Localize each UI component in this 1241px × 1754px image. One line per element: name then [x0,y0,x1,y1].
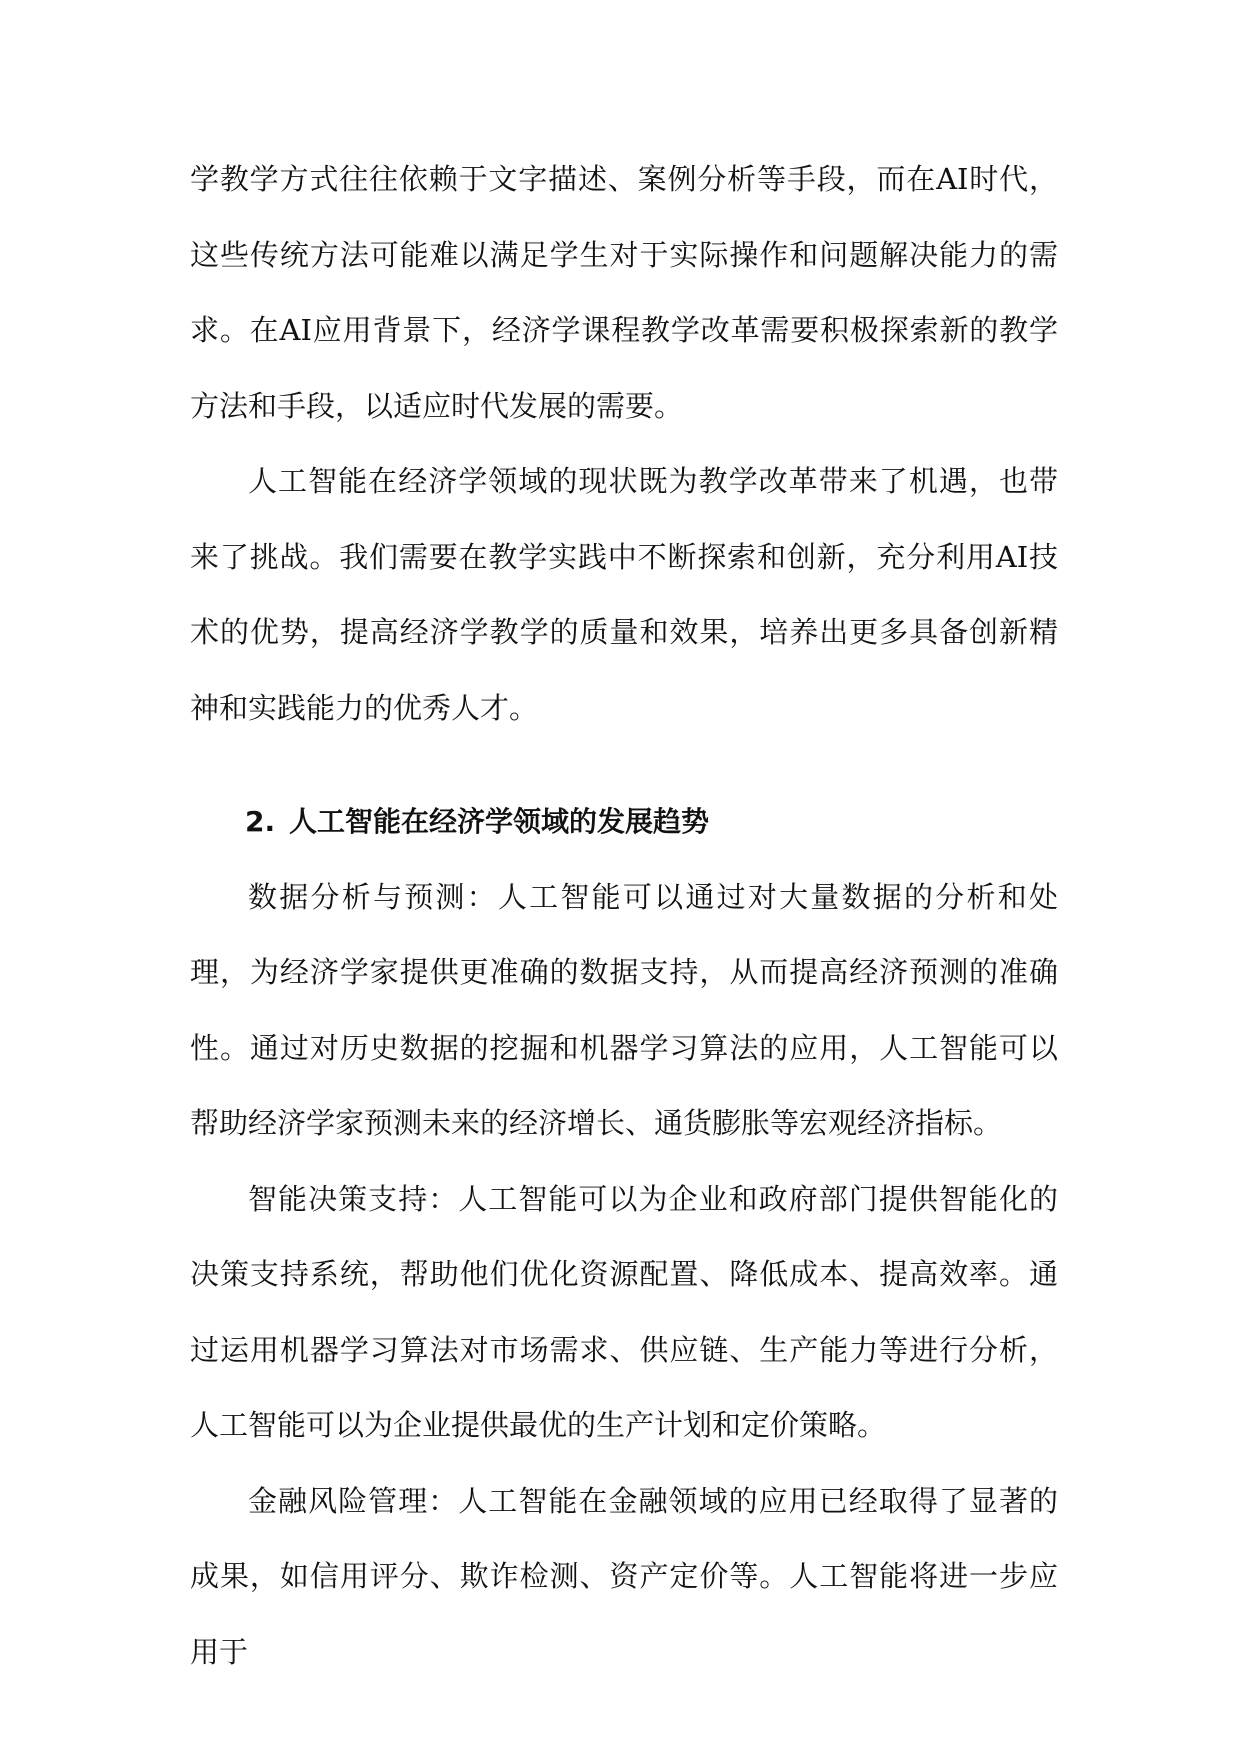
paragraph-ai-status: 人工智能在经济学领域的现状既为教学改革带来了机遇，也带来了挑战。我们需要在教学实践中不断探索和创新，充分利用AI技术的优势，提高经济学教学的质量和效果，培养出更多具备创新精神和实践能力的优秀人才。 [190,464,1058,725]
paragraph-risk-management: 金融风险管理：人工智能在金融领域的应用已经取得了显著的成果，如信用评分、欺诈检测、资产定价等。人工智能将进一步应用于 [190,1483,1058,1669]
section-title: 人工智能在经济学领域的发展趋势 [289,805,710,838]
section-number: 2. [245,805,276,838]
section-heading [190,784,1058,860]
paragraph-continued: 学教学方式往往依赖于文字描述、案例分析等手段，而在AI时代，这些传统方法可能难以满足学生对于实际操作和问题解决能力的需求。在AI应用背景下，经济学课程教学改革需要积极探索新的教学方法和手段，以适应时代发展的需要。 [190,162,1058,423]
document-body [190,142,1058,1690]
paragraph-decision-support: 智能决策支持：人工智能可以为企业和政府部门提供智能化的决策支持系统，帮助他们优化资源配置、降低成本、提高效率。通过运用机器学习算法对市场需求、供应链、生产能力等进行分析，人工智能可以为企业提供最优的生产计划和定价策略。 [190,1181,1058,1442]
paragraph-data-analysis: 数据分析与预测：人工智能可以通过对大量数据的分析和处理，为经济学家提供更准确的数据支持，从而提高经济预测的准确性。通过对历史数据的挖掘和机器学习算法的应用，人工智能可以帮助经济学家预测未来的经济增长、通货膨胀等宏观经济指标。 [190,879,1058,1140]
